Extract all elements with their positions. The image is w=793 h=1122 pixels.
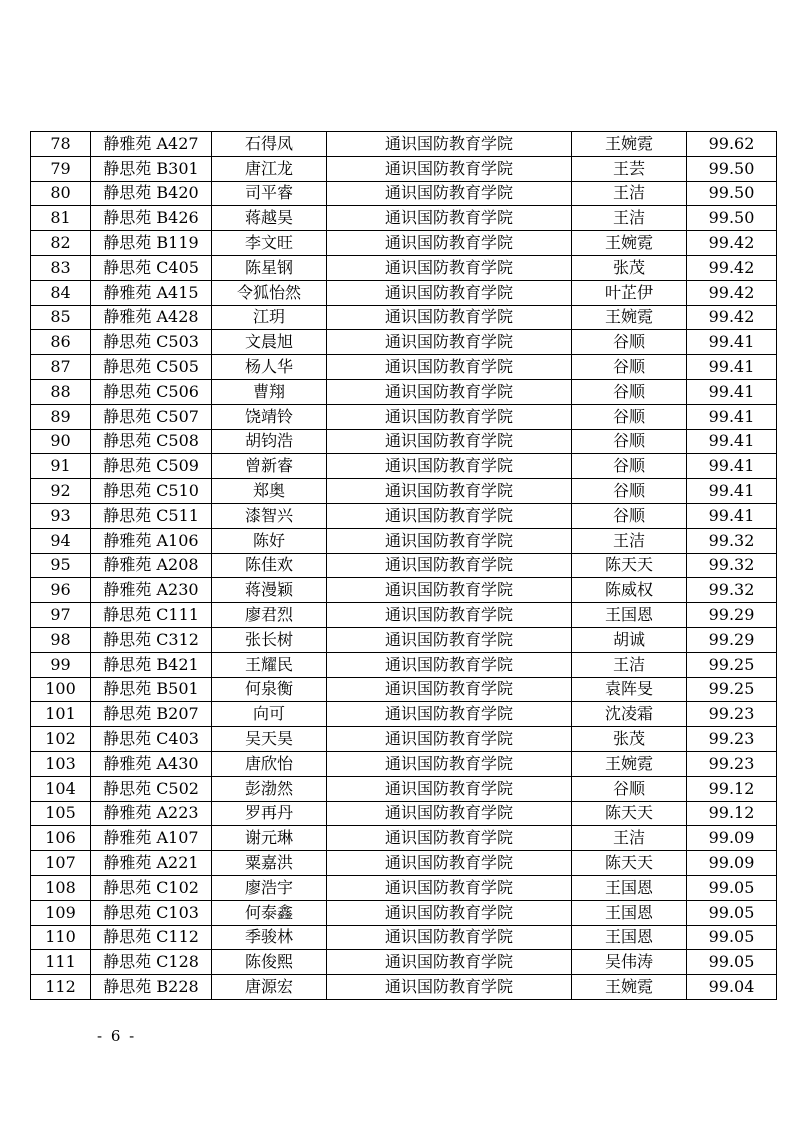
student-name-cell: 曾新睿: [212, 454, 327, 479]
student-name-cell: 唐源宏: [212, 975, 327, 1000]
table-row: [31, 156, 777, 181]
score-cell: 99.41: [687, 404, 777, 429]
score-cell: 99.23: [687, 702, 777, 727]
table-row: [31, 900, 777, 925]
college-cell: 通识国防教育学院: [327, 677, 572, 702]
table-row: [31, 776, 777, 801]
counselor-cell: 谷顺: [572, 429, 687, 454]
college-cell: 通识国防教育学院: [327, 379, 572, 404]
dorm-room-cell: 静思苑 C505: [91, 355, 212, 380]
table-row: [31, 627, 777, 652]
score-cell: 99.41: [687, 330, 777, 355]
counselor-cell: 王洁: [572, 181, 687, 206]
dorm-room-cell: 静雅苑 A428: [91, 305, 212, 330]
college-cell: 通识国防教育学院: [327, 751, 572, 776]
row-number-cell: 109: [31, 900, 91, 925]
counselor-cell: 王国恩: [572, 603, 687, 628]
score-cell: 99.25: [687, 677, 777, 702]
row-number-cell: 95: [31, 553, 91, 578]
counselor-cell: 谷顺: [572, 776, 687, 801]
table-row: [31, 454, 777, 479]
student-name-cell: 吴天昊: [212, 727, 327, 752]
table-row: [31, 652, 777, 677]
score-cell: 99.29: [687, 603, 777, 628]
dorm-room-cell: 静思苑 B119: [91, 231, 212, 256]
score-cell: 99.41: [687, 503, 777, 528]
student-name-cell: 廖浩宇: [212, 875, 327, 900]
counselor-cell: 王婉霓: [572, 975, 687, 1000]
student-name-cell: 王耀民: [212, 652, 327, 677]
student-name-cell: 向可: [212, 702, 327, 727]
dorm-room-cell: 静思苑 C508: [91, 429, 212, 454]
score-cell: 99.05: [687, 875, 777, 900]
student-name-cell: 饶靖铃: [212, 404, 327, 429]
counselor-cell: 谷顺: [572, 479, 687, 504]
row-number-cell: 94: [31, 528, 91, 553]
score-cell: 99.32: [687, 528, 777, 553]
table-row: [31, 677, 777, 702]
counselor-cell: 谷顺: [572, 379, 687, 404]
score-cell: 99.05: [687, 900, 777, 925]
dorm-room-cell: 静思苑 C503: [91, 330, 212, 355]
counselor-cell: 谷顺: [572, 503, 687, 528]
score-cell: 99.23: [687, 751, 777, 776]
college-cell: 通识国防教育学院: [327, 280, 572, 305]
dorm-room-cell: 静思苑 C312: [91, 627, 212, 652]
college-cell: 通识国防教育学院: [327, 727, 572, 752]
score-cell: 99.41: [687, 454, 777, 479]
counselor-cell: 王婉霓: [572, 231, 687, 256]
table-row: [31, 280, 777, 305]
dorm-room-cell: 静思苑 B421: [91, 652, 212, 677]
score-cell: 99.04: [687, 975, 777, 1000]
student-name-cell: 胡钧浩: [212, 429, 327, 454]
row-number-cell: 86: [31, 330, 91, 355]
student-name-cell: 罗再丹: [212, 801, 327, 826]
college-cell: 通识国防教育学院: [327, 702, 572, 727]
dorm-room-cell: 静思苑 C502: [91, 776, 212, 801]
table-row: [31, 925, 777, 950]
college-cell: 通识国防教育学院: [327, 900, 572, 925]
row-number-cell: 88: [31, 379, 91, 404]
dorm-room-cell: 静思苑 C128: [91, 950, 212, 975]
score-cell: 99.09: [687, 851, 777, 876]
table-row: [31, 603, 777, 628]
student-name-cell: 谢元琳: [212, 826, 327, 851]
dorm-room-cell: 静雅苑 A430: [91, 751, 212, 776]
student-name-cell: 蒋越昊: [212, 206, 327, 231]
row-number-cell: 111: [31, 950, 91, 975]
row-number-cell: 103: [31, 751, 91, 776]
counselor-cell: 谷顺: [572, 330, 687, 355]
score-cell: 99.41: [687, 379, 777, 404]
score-cell: 99.25: [687, 652, 777, 677]
dorm-room-cell: 静雅苑 A223: [91, 801, 212, 826]
college-cell: 通识国防教育学院: [327, 975, 572, 1000]
dorm-room-cell: 静思苑 C507: [91, 404, 212, 429]
student-name-cell: 漆智兴: [212, 503, 327, 528]
college-cell: 通识国防教育学院: [327, 603, 572, 628]
college-cell: 通识国防教育学院: [327, 404, 572, 429]
row-number-cell: 100: [31, 677, 91, 702]
college-cell: 通识国防教育学院: [327, 355, 572, 380]
student-name-cell: 何泰鑫: [212, 900, 327, 925]
table-row: [31, 528, 777, 553]
dorm-room-cell: 静雅苑 A107: [91, 826, 212, 851]
row-number-cell: 92: [31, 479, 91, 504]
dorm-room-cell: 静思苑 C405: [91, 255, 212, 280]
score-cell: 99.05: [687, 950, 777, 975]
table-row: [31, 379, 777, 404]
dorm-room-cell: 静思苑 C403: [91, 727, 212, 752]
score-cell: 99.41: [687, 429, 777, 454]
college-cell: 通识国防教育学院: [327, 479, 572, 504]
table-row: [31, 950, 777, 975]
college-cell: 通识国防教育学院: [327, 231, 572, 256]
row-number-cell: 82: [31, 231, 91, 256]
row-number-cell: 93: [31, 503, 91, 528]
dorm-room-cell: 静思苑 B426: [91, 206, 212, 231]
score-cell: 99.62: [687, 132, 777, 157]
page-number: - 6 -: [97, 1027, 137, 1045]
table-row: [31, 751, 777, 776]
dorm-room-cell: 静雅苑 A208: [91, 553, 212, 578]
college-cell: 通识国防教育学院: [327, 578, 572, 603]
student-name-cell: 唐江龙: [212, 156, 327, 181]
dorm-room-cell: 静思苑 B207: [91, 702, 212, 727]
score-cell: 99.41: [687, 355, 777, 380]
college-cell: 通识国防教育学院: [327, 454, 572, 479]
counselor-cell: 王婉霓: [572, 751, 687, 776]
row-number-cell: 99: [31, 652, 91, 677]
dorm-room-cell: 静思苑 C510: [91, 479, 212, 504]
table-row: [31, 578, 777, 603]
college-cell: 通识国防教育学院: [327, 950, 572, 975]
student-name-cell: 司平睿: [212, 181, 327, 206]
counselor-cell: 谷顺: [572, 355, 687, 380]
dorm-room-cell: 静思苑 B301: [91, 156, 212, 181]
table-row: [31, 132, 777, 157]
table-row: [31, 975, 777, 1000]
dorm-room-cell: 静思苑 C103: [91, 900, 212, 925]
score-cell: 99.42: [687, 305, 777, 330]
score-cell: 99.12: [687, 776, 777, 801]
row-number-cell: 87: [31, 355, 91, 380]
counselor-cell: 陈天天: [572, 851, 687, 876]
college-cell: 通识国防教育学院: [327, 925, 572, 950]
student-name-cell: 曹翔: [212, 379, 327, 404]
counselor-cell: 王婉霓: [572, 132, 687, 157]
student-name-cell: 季骏林: [212, 925, 327, 950]
student-name-cell: 陈俊熙: [212, 950, 327, 975]
table-row: [31, 330, 777, 355]
score-cell: 99.32: [687, 578, 777, 603]
student-name-cell: 廖君烈: [212, 603, 327, 628]
score-cell: 99.42: [687, 280, 777, 305]
student-name-cell: 江玥: [212, 305, 327, 330]
row-number-cell: 108: [31, 875, 91, 900]
row-number-cell: 97: [31, 603, 91, 628]
dorm-room-cell: 静雅苑 A230: [91, 578, 212, 603]
counselor-cell: 陈天天: [572, 553, 687, 578]
college-cell: 通识国防教育学院: [327, 156, 572, 181]
counselor-cell: 谷顺: [572, 404, 687, 429]
table-row: [31, 206, 777, 231]
score-cell: 99.50: [687, 206, 777, 231]
student-name-cell: 令狐怡然: [212, 280, 327, 305]
table-row: [31, 702, 777, 727]
row-number-cell: 83: [31, 255, 91, 280]
row-number-cell: 85: [31, 305, 91, 330]
dorm-room-cell: 静雅苑 A427: [91, 132, 212, 157]
score-cell: 99.41: [687, 479, 777, 504]
college-cell: 通识国防教育学院: [327, 305, 572, 330]
row-number-cell: 105: [31, 801, 91, 826]
counselor-cell: 袁阵旻: [572, 677, 687, 702]
counselor-cell: 张茂: [572, 727, 687, 752]
student-name-cell: 陈佳欢: [212, 553, 327, 578]
table-row: [31, 727, 777, 752]
counselor-cell: 陈威权: [572, 578, 687, 603]
counselor-cell: 王洁: [572, 826, 687, 851]
row-number-cell: 112: [31, 975, 91, 1000]
college-cell: 通识国防教育学院: [327, 181, 572, 206]
college-cell: 通识国防教育学院: [327, 429, 572, 454]
counselor-cell: 张茂: [572, 255, 687, 280]
row-number-cell: 81: [31, 206, 91, 231]
student-name-cell: 彭渤然: [212, 776, 327, 801]
row-number-cell: 110: [31, 925, 91, 950]
table-row: [31, 801, 777, 826]
row-number-cell: 102: [31, 727, 91, 752]
score-cell: 99.42: [687, 231, 777, 256]
table-row: [31, 429, 777, 454]
college-cell: 通识国防教育学院: [327, 330, 572, 355]
counselor-cell: 王国恩: [572, 925, 687, 950]
college-cell: 通识国防教育学院: [327, 851, 572, 876]
score-cell: 99.32: [687, 553, 777, 578]
student-name-cell: 郑奥: [212, 479, 327, 504]
counselor-cell: 王洁: [572, 652, 687, 677]
row-number-cell: 98: [31, 627, 91, 652]
dorm-room-cell: 静思苑 C102: [91, 875, 212, 900]
row-number-cell: 96: [31, 578, 91, 603]
row-number-cell: 78: [31, 132, 91, 157]
table-row: [31, 404, 777, 429]
dorm-room-cell: 静思苑 B501: [91, 677, 212, 702]
row-number-cell: 91: [31, 454, 91, 479]
counselor-cell: 胡诚: [572, 627, 687, 652]
college-cell: 通识国防教育学院: [327, 206, 572, 231]
counselor-cell: 沈凌霜: [572, 702, 687, 727]
row-number-cell: 79: [31, 156, 91, 181]
counselor-cell: 王芸: [572, 156, 687, 181]
row-number-cell: 89: [31, 404, 91, 429]
dorm-room-cell: 静雅苑 A106: [91, 528, 212, 553]
student-name-cell: 陈好: [212, 528, 327, 553]
table-row: [31, 181, 777, 206]
dorm-room-cell: 静思苑 C506: [91, 379, 212, 404]
student-name-cell: 蒋漫颖: [212, 578, 327, 603]
student-name-cell: 张长树: [212, 627, 327, 652]
counselor-cell: 陈天天: [572, 801, 687, 826]
college-cell: 通识国防教育学院: [327, 132, 572, 157]
dorm-room-cell: 静思苑 B228: [91, 975, 212, 1000]
score-cell: 99.42: [687, 255, 777, 280]
table-row: [31, 553, 777, 578]
dorm-room-cell: 静思苑 C509: [91, 454, 212, 479]
counselor-cell: 叶芷伊: [572, 280, 687, 305]
row-number-cell: 90: [31, 429, 91, 454]
table-row: [31, 479, 777, 504]
score-cell: 99.05: [687, 925, 777, 950]
table-row: [31, 875, 777, 900]
roster-table-body: [31, 132, 777, 1000]
dorm-room-cell: 静思苑 C112: [91, 925, 212, 950]
counselor-cell: 王洁: [572, 206, 687, 231]
college-cell: 通识国防教育学院: [327, 503, 572, 528]
student-name-cell: 李文旺: [212, 231, 327, 256]
row-number-cell: 107: [31, 851, 91, 876]
student-name-cell: 文晨旭: [212, 330, 327, 355]
table-row: [31, 255, 777, 280]
college-cell: 通识国防教育学院: [327, 826, 572, 851]
college-cell: 通识国防教育学院: [327, 801, 572, 826]
row-number-cell: 101: [31, 702, 91, 727]
college-cell: 通识国防教育学院: [327, 627, 572, 652]
dorm-room-cell: 静雅苑 A221: [91, 851, 212, 876]
student-name-cell: 石得凤: [212, 132, 327, 157]
student-name-cell: 杨人华: [212, 355, 327, 380]
score-cell: 99.50: [687, 181, 777, 206]
table-row: [31, 231, 777, 256]
counselor-cell: 王婉霓: [572, 305, 687, 330]
dorm-room-cell: 静思苑 C111: [91, 603, 212, 628]
college-cell: 通识国防教育学院: [327, 875, 572, 900]
table-row: [31, 305, 777, 330]
table-row: [31, 503, 777, 528]
table-row: [31, 851, 777, 876]
counselor-cell: 王洁: [572, 528, 687, 553]
row-number-cell: 80: [31, 181, 91, 206]
dorm-room-cell: 静雅苑 A415: [91, 280, 212, 305]
score-cell: 99.09: [687, 826, 777, 851]
counselor-cell: 谷顺: [572, 454, 687, 479]
college-cell: 通识国防教育学院: [327, 652, 572, 677]
college-cell: 通识国防教育学院: [327, 776, 572, 801]
dorm-room-cell: 静思苑 B420: [91, 181, 212, 206]
score-cell: 99.12: [687, 801, 777, 826]
student-name-cell: 何泉衡: [212, 677, 327, 702]
counselor-cell: 吴伟涛: [572, 950, 687, 975]
college-cell: 通识国防教育学院: [327, 255, 572, 280]
college-cell: 通识国防教育学院: [327, 528, 572, 553]
college-cell: 通识国防教育学院: [327, 553, 572, 578]
score-cell: 99.50: [687, 156, 777, 181]
row-number-cell: 104: [31, 776, 91, 801]
row-number-cell: 84: [31, 280, 91, 305]
roster-table: [30, 131, 777, 1000]
student-name-cell: 陈星钢: [212, 255, 327, 280]
dorm-room-cell: 静思苑 C511: [91, 503, 212, 528]
counselor-cell: 王国恩: [572, 875, 687, 900]
row-number-cell: 106: [31, 826, 91, 851]
table-row: [31, 826, 777, 851]
score-cell: 99.29: [687, 627, 777, 652]
counselor-cell: 王国恩: [572, 900, 687, 925]
score-cell: 99.23: [687, 727, 777, 752]
student-name-cell: 粟嘉洪: [212, 851, 327, 876]
student-name-cell: 唐欣怡: [212, 751, 327, 776]
table-row: [31, 355, 777, 380]
